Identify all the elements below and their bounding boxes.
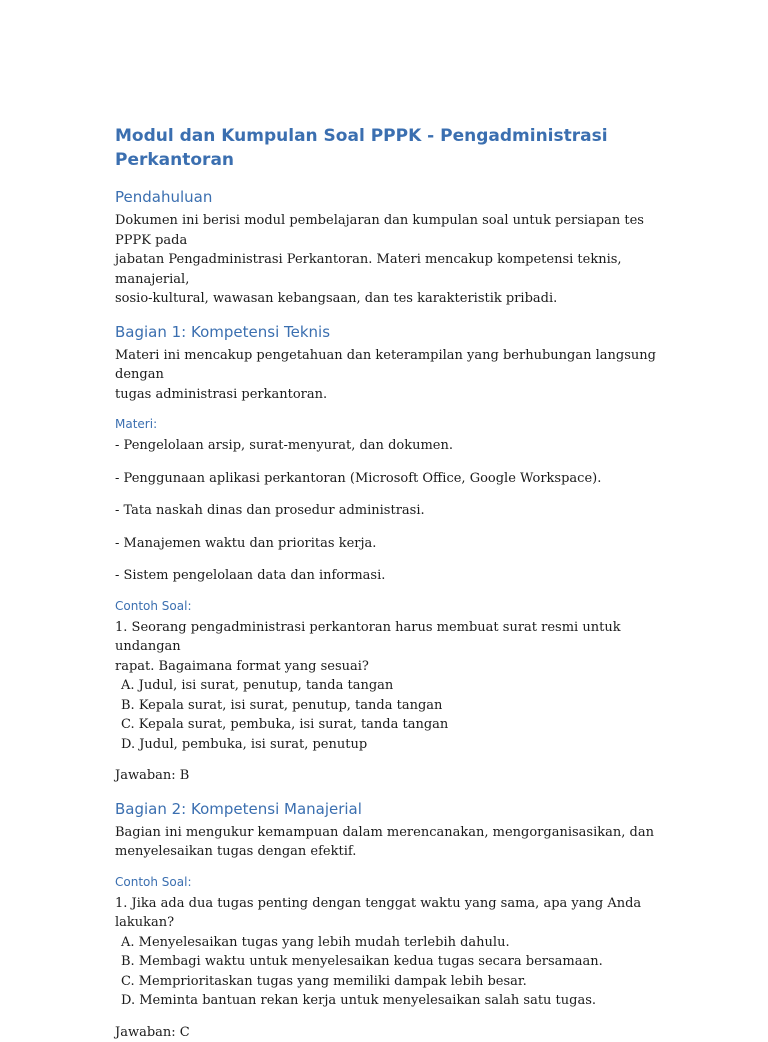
materi-list [115, 436, 675, 586]
part2-paragraph [115, 823, 675, 862]
document-page [115, 124, 675, 1042]
answer-option-c: C. Kepala surat, pembuka, isi surat, tanda tangan [115, 715, 675, 735]
question-line: 1. Seorang pengadministrasi perkantoran harus membuat surat resmi untuk undangan [115, 618, 675, 657]
answer-option-b: B. Membagi waktu untuk menyelesaikan kedua tugas secara bersamaan. [115, 952, 675, 972]
part1-heading: Bagian 1: Kompetensi Teknis [115, 321, 675, 343]
list-item: - Sistem pengelolaan data dan informasi. [115, 566, 675, 586]
intro-heading: Pendahuluan [115, 186, 675, 208]
list-item: - Pengelolaan arsip, surat-menyurat, dan dokumen. [115, 436, 675, 456]
answer-option-d: D. Judul, pembuka, isi surat, penutup [115, 735, 675, 755]
question-line: rapat. Bagaimana format yang sesuai? [115, 657, 675, 677]
part2-example-heading: Contoh Soal: [115, 874, 675, 891]
part1-answer: Jawaban: B [115, 766, 675, 786]
part1-line: tugas administrasi perkantoran. [115, 385, 675, 405]
list-item: - Tata naskah dinas dan prosedur administrasi. [115, 501, 675, 521]
list-item: - Penggunaan aplikasi perkantoran (Microsoft Office, Google Workspace). [115, 469, 675, 489]
part2-line: menyelesaikan tugas dengan efektif. [115, 842, 675, 862]
list-item: - Manajemen waktu dan prioritas kerja. [115, 534, 675, 554]
answer-option-a: A. Judul, isi surat, penutup, tanda tangan [115, 676, 675, 696]
materi-heading: Materi: [115, 416, 675, 433]
part1-example-heading: Contoh Soal: [115, 598, 675, 615]
answer-option-c: C. Memprioritaskan tugas yang memiliki dampak lebih besar. [115, 972, 675, 992]
part2-answer: Jawaban: C [115, 1023, 675, 1042]
intro-line: sosio-kultural, wawasan kebangsaan, dan tes karakteristik pribadi. [115, 289, 675, 309]
answer-option-b: B. Kepala surat, isi surat, penutup, tanda tangan [115, 696, 675, 716]
answer-option-a: A. Menyelesaikan tugas yang lebih mudah terlebih dahulu. [115, 933, 675, 953]
answer-option-d: D. Meminta bantuan rekan kerja untuk menyelesaikan salah satu tugas. [115, 991, 675, 1011]
intro-line: jabatan Pengadministrasi Perkantoran. Materi mencakup kompetensi teknis, manajerial, [115, 250, 675, 289]
intro-paragraph [115, 211, 675, 309]
part1-line: Materi ini mencakup pengetahuan dan keterampilan yang berhubungan langsung dengan [115, 346, 675, 385]
intro-line: Dokumen ini berisi modul pembelajaran dan kumpulan soal untuk persiapan tes PPPK pada [115, 211, 675, 250]
part2-question [115, 894, 675, 1011]
part2-line: Bagian ini mengukur kemampuan dalam merencanakan, mengorganisasikan, dan [115, 823, 675, 843]
question-line: 1. Jika ada dua tugas penting dengan tenggat waktu yang sama, apa yang Anda lakukan? [115, 894, 675, 933]
part2-heading: Bagian 2: Kompetensi Manajerial [115, 798, 675, 820]
part1-paragraph [115, 346, 675, 405]
part1-question [115, 618, 675, 755]
document-title: Modul dan Kumpulan Soal PPPK - Pengadministrasi Perkantoran [115, 124, 675, 172]
